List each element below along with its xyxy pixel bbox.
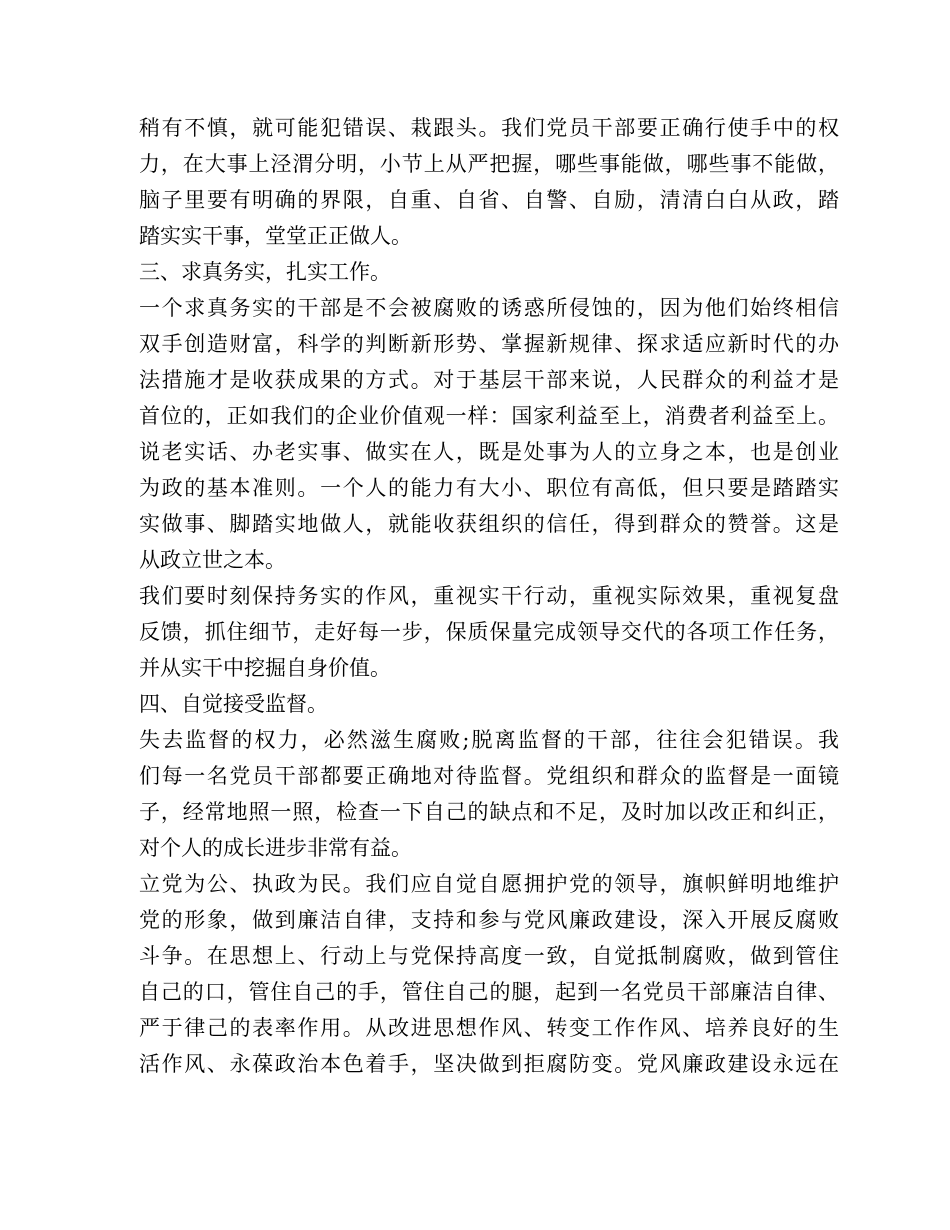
text-line: 对个人的成长进步非常有益。	[139, 836, 412, 860]
text-line: 严于律己的表率作用。从改进思想作风、转变工作作风、培养良好的生	[139, 1016, 839, 1040]
text-line: 一个求真务实的干部是不会被腐败的诱惑所侵蚀的，因为他们始终相信	[139, 296, 839, 320]
text-line: 脑子里要有明确的界限，自重、自省、自警、自励，清清白白从政，踏	[139, 188, 839, 212]
text-line: 自己的口，管住自己的手，管住自己的腿，起到一名党员干部廉洁自律、	[139, 980, 839, 1004]
text-line: 法措施才是收获成果的方式。对于基层干部来说，人民群众的利益才是	[139, 368, 839, 392]
heading-line: 三、求真务实，扎实工作。	[139, 260, 391, 284]
paragraph	[139, 578, 839, 686]
text-line: 双手创造财富，科学的判断新形势、掌握新规律、探求适应新时代的办	[139, 332, 839, 356]
paragraph	[139, 110, 839, 254]
text-line: 我们要时刻保持务实的作风，重视实干行动，重视实际效果，重视复盘	[139, 584, 839, 608]
text-line: 并从实干中挖掘自身价值。	[139, 656, 391, 680]
heading-line: 四、自觉接受监督。	[139, 692, 328, 716]
text-line: 斗争。在思想上、行动上与党保持高度一致，自觉抵制腐败，做到管住	[139, 944, 839, 968]
text-line: 活作风、永葆政治本色着手，坚决做到拒腐防变。党风廉政建设永远在	[139, 1052, 839, 1076]
text-line: 力，在大事上泾渭分明，小节上从严把握，哪些事能做，哪些事不能做，	[139, 152, 839, 176]
text-line: 实做事、脚踏实地做人，就能收获组织的信任，得到群众的赞誉。这是	[139, 512, 839, 536]
document-body	[139, 110, 839, 1082]
text-line: 稍有不慎，就可能犯错误、栽跟头。我们党员干部要正确行使手中的权	[139, 116, 839, 140]
paragraph	[139, 866, 839, 1082]
paragraph	[139, 722, 839, 866]
paragraph	[139, 290, 839, 578]
text-line: 首位的，正如我们的企业价值观一样：国家利益至上，消费者利益至上。	[139, 404, 839, 428]
text-line: 说老实话、办老实事、做实在人，既是处事为人的立身之本，也是创业	[139, 440, 839, 464]
text-line: 为政的基本准则。一个人的能力有大小、职位有高低，但只要是踏踏实	[139, 476, 839, 500]
text-line: 们每一名党员干部都要正确地对待监督。党组织和群众的监督是一面镜	[139, 764, 839, 788]
text-line: 踏实实干事，堂堂正正做人。	[139, 224, 412, 248]
text-line: 失去监督的权力，必然滋生腐败;脱离监督的干部，往往会犯错误。我	[139, 728, 839, 752]
text-line: 立党为公、执政为民。我们应自觉自愿拥护党的领导，旗帜鲜明地维护	[139, 872, 839, 896]
text-line: 子，经常地照一照，检查一下自己的缺点和不足，及时加以改正和纠正，	[139, 800, 839, 824]
section-heading	[139, 254, 839, 290]
text-line: 党的形象，做到廉洁自律，支持和参与党风廉政建设，深入开展反腐败	[139, 908, 839, 932]
section-heading	[139, 686, 839, 722]
text-line: 反馈，抓住细节，走好每一步，保质保量完成领导交代的各项工作任务，	[139, 620, 839, 644]
text-line: 从政立世之本。	[139, 548, 286, 572]
